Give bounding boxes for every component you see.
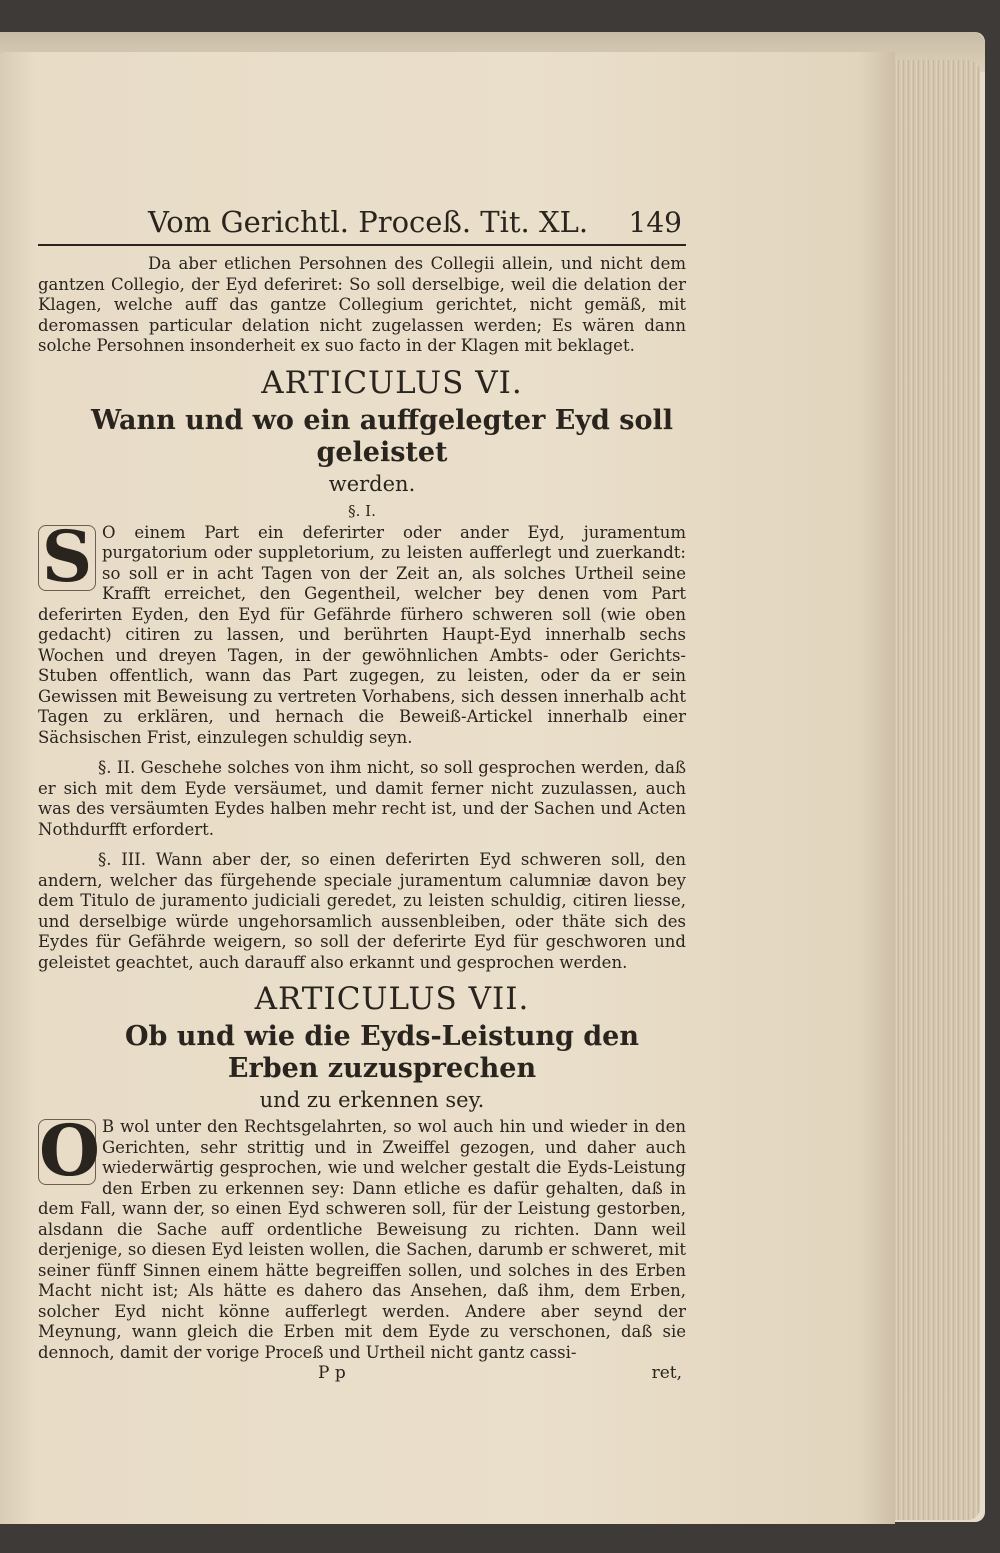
drop-capital: O [39,1109,100,1192]
article-6-paragraph-2: §. II. Geschehe solches von ihm nicht, so soll gesprochen werden, daß er sich mit dem Eyde versäumet, und damit ferner nicht zuzulassen, auch was des versäumten Eydes halben mehr recht ist, und der Sachen und Acten Nothdurfft erfordert. [38,758,686,839]
page-number: 149 [628,206,682,239]
article-6-body [38,514,686,749]
page-footer [38,1363,686,1383]
section-mark: §. I. [348,501,376,520]
drop-capital: S [38,525,96,591]
page-text [38,205,686,1383]
article-7-paragraph-1: B wol unter den Rechtsgelahrten, so wol auch hin und wieder in den Gerichten, sehr strittig und in Zweiffel gezogen, und daher auch wiederwärtig gesprochen, wie und welcher gestalt die Eyds-Leistung den Erben zu erkennen sey: Dann etliche es dafür gehalten, daß in dem Fall, wann der, so einen Eyd schweren soll, für der Leistung gestorben, alsdann die Sache auff ordentliche Beweisung zu richten. Dann weil derjenige, so diesen Eyd leisten wollen, die Sachen, darumb er schweret, mit seiner fünff Sinnen einem hätte begreiffen sollen, und solches in des Erben Macht nicht ist; Als hätte es dahero das Ansehen, daß ihm, dem Erben, solcher Eyd nicht könne aufferlegt werden. Andere aber seynd der Meynung, wann gleich die Erben mit dem Eyde zu verschonen, daß sie dennoch, damit der vorige Proceß und Urtheil nicht gantz cassi- [38,1117,686,1362]
opening-paragraph: Da aber etlichen Persohnen des Collegii allein, und nicht dem gantzen Collegio, der Eyd deferiret: So soll derselbige, weil die delation der Klagen, welche auff das gantze Collegium gerichtet, nicht gemäß, mit deromassen particular delation nicht zugelassen werden; Es wären dann solche Persohnen insonderheit ex suo facto in der Klagen mit beklaget. [38,254,686,355]
running-header [38,205,686,246]
article-7-title-cont: und zu erkennen sey. [259,1088,485,1112]
article-7-heading: ARTICULUS VII. [254,981,530,1017]
article-7-title: Ob und wie die Eyds-Leistung den Erben zuzusprechen [124,1021,639,1084]
page-edges [880,60,980,1520]
signature-mark: P p [318,1363,346,1383]
article-6-heading: ARTICULUS VI. [261,364,523,401]
article-6-paragraph-3: §. III. Wann aber der, so einen deferirten Eyd schweren soll, den andern, welcher das fürgehende speciale juramentum calumniæ davon bey dem Titulo de juramento judiciali geredet, zu leisten schuldig, citiren liesse, und derselbige würde ungehorsamlich aussenbleiben, oder thäte sich des Eydes für Gefährde weigern, so soll der deferirte Eyd für geschworen und geleistet geachtet, auch darauff also erkannt und gesprochen werden. [38,850,686,972]
article-6-title: Wann und wo ein auffgelegter Eyd soll geleistet [91,404,673,468]
article-6-paragraph-1: O einem Part ein deferirter oder ander Eyd, juramentum purgatorium oder suppletorium, zu leisten aufferlegt und zuerkandt: so soll er in acht Tagen von der Zeit an, als solches Urtheil seine Krafft erreichet, den Gegentheil, welcher bey denen vom Part deferirten Eyden, den Eyd für Gefährde fürhero schweren soll (wie oben gedacht) citiren zu lassen, und berührten Haupt-Eyd innerhalb sechs Wochen und dreyen Tagen, in der gewöhnlichen Ambts- oder Gerichts-Stuben offentlich, wann das Part zugegen, zu leisten, oder da er sein Gewissen mit Beweisung zu vertreten Vorhabens, sich dessen innerhalb acht Tagen zu erklären, und hernach die Beweiß-Artickel innerhalb einer Sächsischen Frist, einzulegen schuldig seyn. [38,522,686,747]
article-7-body [38,1109,686,1363]
article-6-title-cont: werden. [328,471,416,496]
running-title: Vom Gerichtl. Proceß. Tit. XL. [148,205,589,239]
catchword: ret, [651,1363,682,1383]
